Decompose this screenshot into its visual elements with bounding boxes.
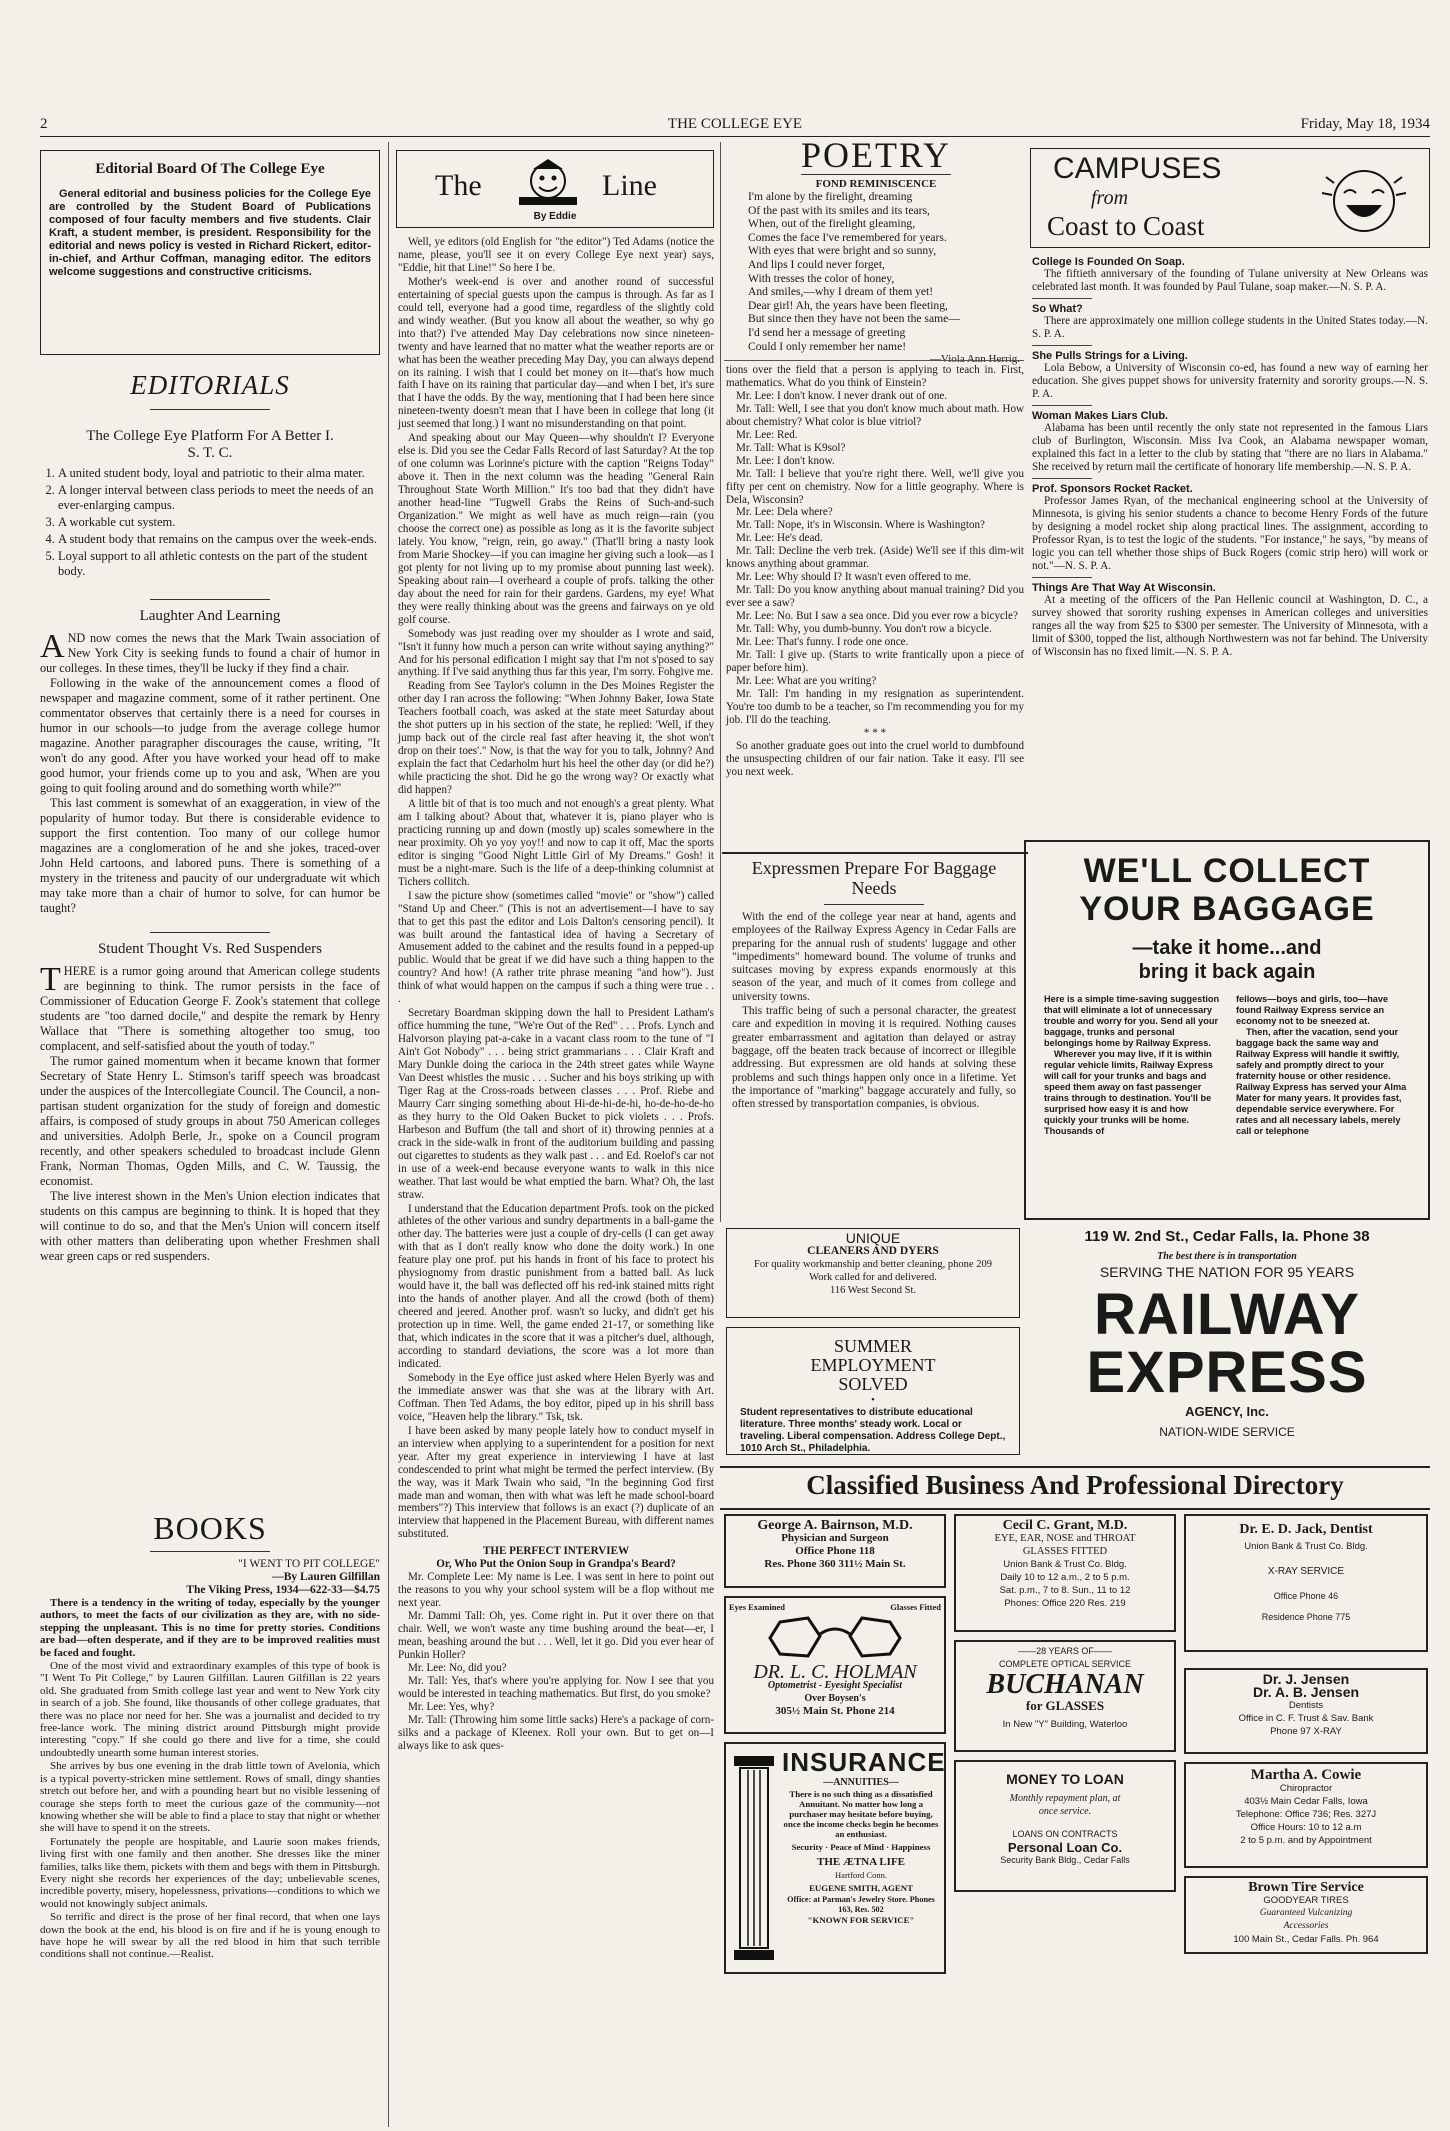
masthead [40,116,1430,137]
card-line: 403½ Main Cedar Falls, Iowa [1244,1796,1368,1807]
card-line: Office Phone 46 [1273,1591,1339,1601]
laughing-face-icon [1316,157,1412,241]
jack-card [1184,1514,1428,1652]
card-line: Over Boysen's [804,1693,866,1704]
dropcap: T [40,961,61,998]
dialogue-line: Mr. Lee: Yes, why? [408,1700,495,1713]
campus-item-text: Professor James Ryan, of the mechanical engineering school at the University of Minnesota, is giving his senior students a chance to become Henry Fords of the future by designing a model rocket ship along practical lines. The assignment, according to Professor Ryan, is to test the logic of the students. "For instance," he says, "by means of logic you can tell whether those ships of Buck Rogers (comic strip hero) will work or not."—N. S. P. A. [1032,495,1428,572]
editorial-board-title: Editorial Board Of The College Eye [95,161,325,177]
interview-subheading: Or, Who Put the Onion Soup in Grandpa's Beard? [436,1558,676,1571]
card-line: Chiropractor [1279,1783,1333,1794]
editorial-board-box [40,150,380,355]
railway-express-ad [1024,840,1430,1220]
poem-line: When, out of the firelight gleaming, [748,217,916,231]
paragraph: Fortunately the people are hospitable, and Laurie soon makes friends, living first with one family and then another. She dresses like the miner families, talks like them, pickets with them and begs with them in Pittsburgh. Every night she records her experiences of the day; unbelievable scenes, incredible poverty, misery, hopelessness, privations—conditions to which we would not knowingly subject animals. [40,1835,380,1910]
ad-text: Student representatives to distribute educational literature. Three months' steady work. Local or traveling. Liberal compensation. Address College Dept., 1010 Arch St., Philadelphia. [740,1407,1006,1454]
platform-list [40,466,380,579]
card-line: Office Hours: 10 to 12 a.m [1250,1822,1362,1833]
ad-title: EMPLOYMENT [810,1355,936,1375]
poem-line: And smiles,—why I dream of them yet! [748,285,934,299]
dialogue-line: Mr. Tall: I believe that you're right there. Well, we'll give you fifty per cent on chemistry. Now for a little geography. Where is Dela, Wisconsin? [726,467,1024,506]
card-line: Accessories [1283,1921,1329,1931]
dialogue-line: Mr. Complete Lee: My name is Lee. I was sent in here to point out the reasons to you why your school system will be a flop without me next year. [398,1571,714,1610]
platform-item: 5. Loyal support to all athletic contests on the part of the student body. [58,549,380,579]
card-line: EUGENE SMITH, AGENT [809,1883,913,1893]
campuses-items [1032,252,1428,659]
editorials-heading: EDITORIALS [130,370,290,400]
paragraph: Following in the wake of the announcement comes a flood of newspaper and magazine comment, some of it rather pertinent. One commentator observes that certainly there is a need for courses in humor in our schools—to judge from the average college humor magazine. Another paragrapher discourages the cause, writing, "It won't do any good. After you have worked your head off to make good humor, your friends come up to you and ask, 'When are you going to quit fooling around and do something worth while?'" [40,676,380,795]
card-line: once service. [1038,1806,1092,1817]
books-section [40,1510,380,1962]
card-name: INSURANCE [782,1747,946,1777]
poem-line: With eyes that were bright and so sunny, [748,244,937,258]
ad-tagline: —take it home...and [1132,937,1322,959]
dialogue-line: Mr. Lee: That's funny. I rode one once. [736,636,909,649]
campus-item [1032,350,1428,406]
column-pillar-icon [732,1754,776,1964]
card-line: COMPLETE OPTICAL SERVICE [998,1659,1132,1669]
laughter-article [40,628,380,916]
paragraph: Reading from See Taylor's column in the Des Moines Register the other day I ran across the following: "When Johnny Baker, Iowa State Teachers football coach, was asked at the state meet Saturday about the shot putters up in his section of the state, he replied: 'Well, if they jump back out of the circle real fast after heaving it, the shot won't drop on their toes'." Now, is that the way for you to talk, Johnny? And explain the fact that Cedarholm hurt his heel the other day (or did he?) while practicing the shot. Did he go the wrong way? Or exactly what did happen? [398,680,714,797]
ad-address: 119 W. 2nd St., Cedar Falls, Ia. Phone 38 [1084,1228,1370,1245]
campus-item-head: Prof. Sponsors Rocket Racket. [1032,483,1193,495]
dialogue-line: Mr. Lee: Why should I? It wasn't even offered to me. [736,571,972,584]
card-line: Office Phone 118 [795,1545,875,1557]
poem-line: Could I only remember her name! [748,339,907,353]
dialogue-line: Mr. Lee: What are you writing? [736,674,877,687]
card-line: Glasses Fitted [890,1602,941,1612]
dialogue-line: Mr. Lee: No, did you? [408,1661,507,1674]
paragraph: Mother's week-end is over and another round of successful entertaining of special guests upon the campus is through. As far as I could tell, everyone had a good time, regardless of the slightly cold and windy weather. (But you know all about the weather, so why go into that?) I've attended May Day celebrations now since nineteen-twenty and have learned that no matter what the weather reports are or what has been the weather preceding May Day, you can always depend on its raining. I wish that I could bet money on it—that's how much faith I have on its raining that particular day—and when I bet, it's sure that I have the odds. By the way, mentioning that I had been here since nineteen-twenty doesn't mean that I have been in college that long (it just seemed that long.) I want no misunderstanding on that point. [398,275,714,431]
suspenders-article [40,961,380,1264]
column-rule [388,142,389,2127]
paragraph: I understand that the Education department Profs. took on the picked athletes of the other various and sundry departments in a ball-game the other day. The batteries were just a couple of dry-cells (I can get away with that as I don't really know who done the doity work.) In one feature play one prof. put his hands in front of his face to protect his physiognomy from drastic punishment from a batted ball. As luck would have it, the ball was deflected off his red-ink stained mitts right into the hands of another player. And all the crowd (both of them) cheered and jeered. Another prof. wasn't so lucky, and didn't get his protection up in time. Well, the game ended 21-17, or something like that, which indicates in the score that it was a pitcher's duel, although, according to standard deviations, the score was a lot more than indicated. [398,1202,714,1370]
card-line: Telephone: Office 736; Res. 327J [1235,1809,1377,1820]
campus-item [1032,582,1428,659]
card-line: Daily 10 to 12 a.m., 2 to 5 p.m. [1000,1572,1130,1583]
paragraph: HERE is a rumor going around that American college students are beginning to think. The rumor persists in the face of Commissioner of Education George F. Zook's statement that college students are "too darned docile," and despite the remark by Henry Wallace that "There is something altogether too smug, too complacent, and self-satisfied about the youth of today." [40,964,380,1053]
issue-date: Friday, May 18, 1934 [1300,116,1430,132]
card-name: Dr. E. D. Jack, Dentist [1239,1522,1373,1537]
column-rule [720,142,721,1222]
suspenders-title: Student Thought Vs. Red Suspenders [97,941,323,957]
dialogue-line: Mr. Tall: What is K9sol? [736,441,846,454]
unique-cleaners-ad [726,1228,1020,1318]
interview-heading: THE PERFECT INTERVIEW [482,1545,630,1558]
card-line: LOANS ON CONTRACTS [1012,1829,1118,1839]
card-name: Brown Tire Service [1248,1880,1364,1895]
dialogue-line: Mr. Lee: Dela where? [736,506,833,519]
paragraph: Well, ye editors (old English for "the editor") Ted Adams (notice the name, please, you'll see it on every College Eye next year) says, "Eddie, hit that Line!" So here I be. [398,236,714,274]
ad-name: UNIQUE [845,1230,901,1246]
platform-item: 3. A workable cut system. [58,515,380,530]
campus-item-head: Woman Makes Liars Club. [1032,410,1169,422]
paragraph: And speaking about our May Queen—why shouldn't I? Everyone else is. Did you see the Cedar Falls Record of last Saturday? At the top of one column was Lorinne's picture with the caption "Reigns Today" above it. Then in the next column was the heading "General Rain Throughout State Worth Million." It's too bad that they didn't have another head-line "Tugwell Grabs the Reins of Such-and-such Organization." We might as well have as much reign—rain (you choose the correct one) as possible as long as it is the favorite subject lately. You know, "reign, rein, go away." (That'll bring a nasty look from Marie Shockey—if you can imagine her giving such a look—as I got plenty for not living up to my promise about punning last week). Speaking about rain—I overheard a couple of profs. talking the other day about the need for rain for their gardens. Gardens, my eye! What they were really thinking about was the greens and fairways on ye old golf course. [398,432,714,626]
card-line: Office: at Parman's Jewelry Store. Phones 163, Res. 502 [787,1895,935,1914]
laughter-title: Laughter And Learning [139,608,281,624]
card-line: Dentists [1288,1700,1324,1711]
ad-headline: YOUR BAGGAGE [1079,890,1375,928]
campus-item [1032,303,1428,346]
poem-title: FOND REMINISCENCE [815,178,937,190]
paragraph: This traffic being of such a personal character, the greatest care and expedition in moving it is required. Nothing causes greater embarrassment and agitation than delayed or astray baggage, off the beaten track because of incorrect or illegible addressing. But expressmen are old hands at solving these problems and such things happen only once in a lifetime. Yet the importance of "marking" baggage accurately and fully, so often stressed by transportation companies, is obvious. [732,1005,1016,1111]
dialogue-line: Mr. Lee: No. But I saw a sea once. Did you ever row a bicycle? [736,610,1018,623]
campus-item-head: She Pulls Strings for a Living. [1032,350,1188,362]
platform-item: 4. A student body that remains on the campus over the week-ends. [58,532,380,547]
paragraph: Somebody in the Eye office just asked where Helen Byerly was and the immediate answer was that she was at the library with Art. Coffman. Then Ted Adams, the boy editor, piped up in his shrill bass voice, "Heaven help the library." Tsk, tsk. [398,1371,714,1423]
card-line: ——28 YEARS OF—— [1018,1646,1112,1656]
ad-serving: SERVING THE NATION FOR 95 YEARS [1099,1264,1355,1280]
grant-card [954,1514,1176,1632]
platform-item: 2. A longer interval between class periods to meet the needs of an ever-enlarging campus. [58,483,380,513]
bairnson-card [724,1514,946,1588]
dialogue-line: Mr. Lee: I don't know. [736,454,835,467]
poem-line: I'd send her a message of greeting [748,325,906,339]
dialogue-line: Mr. Lee: I don't know. I never drank out of one. [736,389,948,402]
ad-line: For quality workmanship and better cleaning, phone 209 [754,1259,992,1270]
campus-item-text: The fiftieth anniversary of the founding of Tulane university at New Orleans was celebrated last month. It was founded by Paul Tulane, soap maker.—N. S. P. A. [1032,268,1428,293]
ad-text: Then, after the vacation, send your baggage back the same way and Railway Express will handle it swiftly, safely and promptly direct to your fraternity house or other residence. Railway Express has served your Alma Mater for many years. It provides fast, dependable service everywhere. For rates and all necessary labels, merely call or telephone [1236,1027,1407,1136]
dialogue-line: Mr. Dammi Tall: Oh, yes. Come right in. Put it over there on that chair. Well, we won't waste any time bushing around the beat—er, I mean, beashing around the but . . . Well, let it go. Did you ever hear of Punkin Holler? [398,1610,714,1661]
line-title-left: The [435,169,482,202]
card-line: 2 to 5 p.m. and by Appointment [1240,1835,1372,1846]
paragraph: One of the most vivid and extraordinary examples of this type of book is "I Went To Pit College," by Lauren Gilfillan. Lauren Gilfillan is 22 years old. She graduated from Smith college last year and went to New York city in search of a job. She found, like thousands of other college graduates, that there was no place nor need for her. She was a journalist and decided to try free-lance work. The mining district around Pittsburgh might provide interesting "copy." If she could go there and live for a time, she could undoubtedly unearth some human interest stories. [40,1660,380,1759]
editorials-section [40,370,380,1264]
card-line: Sat. p.m., 7 to 8. Sun., 11 to 12 [999,1585,1131,1596]
campus-item-text: There are approximately one million college students in the United States today.—N. S. P. A. [1032,315,1428,340]
brown-tire-card [1184,1876,1428,1954]
card-name: George A. Bairnson, M.D. [757,1518,913,1533]
cartoon-mascot-icon [515,157,581,213]
ad-title: SUMMER [833,1336,913,1356]
editorial-board-text: General editorial and business policies for the College Eye are controlled by the Student Board of Publications composed of four faculty members and five students. Clair Kraft, a student member, is president. Responsibility for the editorial and news policy is vested in Richard Rickert, editor-in-chief, and Arthur Coffman, managing editor. The editors welcome suggestions and constructive criticisms. [49,188,371,278]
poetry-heading: POETRY [800,135,952,175]
ad-headline: WE'LL COLLECT [1083,852,1371,890]
campuses-header [1030,148,1430,248]
campuses-title: Coast to Coast [1047,211,1205,241]
campus-item-head: Things Are That Way At Wisconsin. [1032,582,1216,594]
cowie-card [1184,1762,1428,1868]
campus-item-text: Lola Bebow, a University of Wisconsin co-ed, has found a new way of earning her education. She gives puppet shows for university fraternity and sorority groups.—N. S. P. A. [1032,362,1428,400]
dialogue-line: Mr. Tall: I'm handing in my resignation as superintendent. You're too dumb to be a teacher, so I'm recommending you for my job. I'll do the teaching. [726,687,1024,726]
dialogue-line: Mr. Tall: I give up. (Starts to write frantically upon a piece of paper before him). [726,648,1024,674]
dialogue-line: Mr. Tall: Yes, that's where you're applying for. Now I see that you would be interested in teaching mathematics. But first, do you smoke? [398,1674,714,1700]
card-line: Phone 97 X-RAY [1270,1726,1342,1737]
line-column [398,236,714,1753]
card-line: 100 Main St., Cedar Falls. Ph. 964 [1233,1934,1379,1945]
dialogue-line: Mr. Tall: Decline the verb trek. (Aside) We'll see if this dim-wit knows anything about grammar. [726,545,1024,571]
poetry-section [726,136,1026,365]
card-name: Personal Loan Co. [1007,1840,1123,1855]
paragraph: With the end of the college year near at hand, agents and employees of the Railway Express Agency in Cedar Falls are preparing for the annual rush of students' luggage and other "impediments" homeward bound. The volume of trunks and suitcases moving by express expands enormously at this season of the year, and much of it comes from college and university towns. [732,911,1016,1003]
campus-item-head: So What? [1032,303,1083,315]
dropcap: A [40,628,65,665]
ad-line: Work called for and delivered. [809,1272,937,1283]
ad-bullet: • [871,1395,875,1406]
ad-text: Wherever you may live, if it is within regular vehicle limits, Railway Express will call for your trunks and bags and speed them away on fast passenger trains through to destination. You'll be surprised how easy it is and how quickly your trunks will be home. Thousands of [1044,1049,1214,1136]
holman-card [724,1596,946,1734]
ad-slogan: The best there is in transportation [1157,1251,1297,1262]
dialogue-line: Mr. Tall: Why, you dumb-bunny. You don't row a bicycle. [736,623,992,636]
interview-continued [726,364,1024,779]
ad-text: fellows—boys and girls, too—have found Railway Express service an economy not to be sneezed at. [1236,994,1389,1026]
card-name: Dr. A. B. Jensen [1252,1684,1360,1700]
ad-subtitle: CLEANERS AND DYERS [807,1245,939,1257]
loan-card [954,1760,1176,1892]
card-line: Res. Phone 360 311½ Main St. [764,1558,906,1570]
ad-address: 116 West Second St. [829,1285,917,1296]
card-line: Eyes Examined [729,1602,785,1612]
dialogue-line: Mr. Tall: Well, I see that you don't know much about math. How about chemistry? What color is blue vitriol? [726,402,1024,428]
campuses-title: from [1091,187,1129,209]
jensen-card [1184,1668,1428,1754]
card-line: Security · Peace of Mind · Happiness [791,1842,931,1852]
ad-column [1044,994,1222,1137]
card-line: "KNOWN FOR SERVICE" [807,1915,915,1925]
card-line: X-RAY SERVICE [1267,1566,1345,1577]
campus-item-text: At a meeting of the officers of the Pan Hellenic council at Washington, D. C., a survey showed that sorority rushing expenses in American colleges and universities ranges all the way from $25 to $300 per semester. The University of Minnesota, with a limit of $300, topped the list, although Northwestern was not far behind. The University of Wisconsin has no fixed limit.—N. S. P. A. [1032,594,1428,658]
line-byline: By Eddie [533,211,577,222]
poem-line: I'm alone by the firelight, dreaming [748,190,913,203]
card-line: Office in C. F. Trust & Sav. Bank [1238,1713,1374,1724]
dialogue-line: Mr. Lee: Red. [736,428,798,441]
poem-line: And lips I could never forget, [748,257,885,271]
insurance-card [724,1742,946,1974]
card-line: In New "Y" Building, Waterloo [1002,1719,1128,1730]
paragraph: The rumor gained momentum when it became known that former Secretary of State Henry L. Stimson's tariff speech was broadcast under the auspices of the Intercollegiate Council. The Council, a non-partisan student organization for the study of foreign and domestic affairs, is composed of study groups in about 750 American colleges and universities. Adolph Berle, Jr., spoke on a Council program recently, and other speakers scheduled to broadcast include Glenn Frank, Norman Thomas, Ogden Mills, and C. W. Taussig, the economist. [40,1054,380,1188]
paper-name: THE COLLEGE EYE [667,116,803,132]
ad-text: Here is a simple time-saving suggestion that will eliminate a lot of unnecessary trouble and worry for you. Send all your baggage, trunks and personal belongings home by Railway Express. [1044,994,1220,1048]
card-line: 305½ Main St. Phone 214 [775,1705,895,1717]
railway-express-footer [1024,1228,1430,1439]
book-publisher: The Viking Press, 1934—622-33—$4.75 [186,1584,380,1596]
card-line: —ANNUITIES— [823,1777,899,1788]
ad-title: SOLVED [838,1374,908,1394]
card-line: Monthly repayment plan, at [1009,1793,1121,1804]
summer-employment-ad [726,1327,1020,1455]
campus-item [1032,483,1428,578]
poem-line: But since then they have not been the same— [748,312,960,326]
card-name: DR. L. C. HOLMAN [753,1661,917,1683]
card-name: Dr. J. Jensen [1262,1671,1350,1687]
expressmen-article [724,858,1024,1112]
card-line: Physician and Surgeon [781,1532,889,1544]
campus-item-head: College Is Founded On Soap. [1032,256,1185,268]
paragraph: Somebody was just reading over my shoulder as I wrote and said, "Isn't it funny how much a person can write without saying anything?" And for his personal edification I might say that I'm not s'posed to say anything. If I've said anything thus far this year, I'm sorry. Fohgive me. [398,627,714,679]
card-line: Union Bank & Trust Co. Bldg. [1003,1559,1127,1570]
paragraph: So another graduate goes out into the cruel world to dumbfound the unsuspecting children of our fair nation. Take it easy. I'll see you next week. [726,739,1024,778]
books-heading: BOOKS [153,1510,267,1546]
campus-item [1032,410,1428,479]
line-title-right: Line [602,169,657,202]
nationwide-label: NATION-WIDE SERVICE [1159,1425,1295,1439]
directory-heading: Classified Business And Professional Directory [806,1470,1344,1500]
poem-line: Dear girl! Ah, the years have been fleeting, [748,298,948,312]
eyeglasses-icon [760,1614,910,1662]
paragraph: I saw the picture show (sometimes called "movie" or "show") called "Stand Up and Cheer." (This is not an advertisement—I have to say that to get this past the editor and Lois Dalton's censoring pencil). It was built around the fantastical idea of having a Secretary of Amusement added to the cabinet and the results found in a pepped-up public. Would that be great if we did have such a thing happen to the country? And how! (A rather trite phrase meaning "and how"). Just think of what would happen on the campus if such a thing were true . . . [398,889,714,1006]
card-line: EYE, EAR, NOSE and THROAT [994,1533,1136,1544]
paragraph: ND now comes the news that the Mark Twain association of New York City is seeking funds to found a chair of humor in our colleges. In these times, they'll be lucky if they find a chair. [40,631,380,675]
book-review [40,1597,380,1961]
card-line: Guaranteed Vulcanizing [1259,1908,1353,1918]
paragraph: She arrives by bus one evening in the drab little town of Avelonia, which is a typical poverty-stricken mine settlement. Rows of small, dingy shanties stretch out before her, and with a pounding heart but no visible lessening of courage she steps forth to meet the curious gaze of the community—not knowing whether she will be able to find a place to stay that night or whether she will have to spend it on the streets. [40,1760,380,1835]
platform-item: 1. A united student body, loyal and patriotic to their alma mater. [58,466,380,481]
paragraph: I have been asked by many people lately how to conduct myself in an interview when applying to a superintendent for a position for next year. After my great experience in interviewing I have at last condescended to print what might be termed the perfect interview. (By the way, was it Mark Twain who said, "In the beginning God first made man and woman, then with what was left he made school-board members"?) This interview that follows is an exact (?) duplicate of an interview that happened in the Placement Bureau, with different names substituted. [398,1424,714,1541]
paragraph: So terrific and direct is the prose of her final record, that when one lays down the book at the end, his blood is on fire and if he is young enough to have hope he will swear by all the red blood in him that such terrible conditions shall not continue.—Realist. [40,1911,380,1961]
card-line: Phones: Office 220 Res. 219 [1004,1598,1126,1609]
dialogue-line: Mr. Lee: He's dead. [736,532,823,545]
card-line: GOODYEAR TIRES [1263,1895,1349,1906]
buchanan-logo: BUCHANAN [986,1669,1144,1700]
card-line: Optometrist - Eyesight Specialist [767,1680,903,1691]
card-name: MONEY TO LOAN [1006,1771,1124,1787]
paragraph: A little bit of that is too much and not enough's a great plenty. What am I talking about? About that, whatever it is, piano player who is practicing running up and down (mostly up) scales somewhere in the near proximity. Oh yo yoy yoy!! and now to cap it off, Mac the sports editor is singing "Good Night Little Girl of My Dreams." Gosh! it must be a night-mare. Such is the life of a deep-thinking columnist at Tichers collitch. [398,797,714,888]
paragraph: This last comment is somewhat of an exaggeration, in view of the popularity of humor today. But there is considerable evidence to support the first contention. Too many of our college humor magazines are a conglomeration of he and she jokes, traced-over John Held cartoons, and labored puns. There is something of a mystery in the triteness and paucity of our undergraduate wit which may take more than a chair of humor to solve, for can humor be taught? [40,796,380,915]
platform-title: The College Eye Platform For A Better I. S. T. C. [86,428,334,461]
paragraph: The live interest shown in the Men's Union election indicates that students on this campus are beginning to think. It is hoped that they will continue to do so, and that the Men's Union will concern itself with other matters than deliberating upon whether Freshmen shall wear green caps or red suspenders. [40,1189,380,1263]
page-number: 2 [40,116,48,132]
card-line: Residence Phone 775 [1261,1612,1351,1622]
ad-tagline: bring it back again [1138,961,1316,983]
poem-line: With tresses the color of honey, [748,271,895,285]
dialogue-line: Mr. Tall: Nope, it's in Wisconsin. Where is Washington? [736,519,985,532]
card-line: Union Bank & Trust Co. Bldg. [1244,1541,1368,1552]
poem-lines [726,190,1026,353]
agency-label: AGENCY, Inc. [1185,1404,1269,1419]
paragraph: There is a tendency in the writing of today, especially by the younger authors, to meet the facts of our civilization as they are, with no side-stepping the unpleasant. This is no time for pretty stories. Conditions are bad—often desperate, and if they are to be improved realities must be faced and fought. [40,1597,380,1659]
railway-logo: EXPRESS [1086,1340,1368,1405]
dialogue-line: Mr. Tall: Do you know anything about manual training? Did you ever see a saw? [726,584,1024,610]
card-line: Hartford Conn. [835,1870,887,1880]
campus-item-text: Alabama has been until recently the only state not represented in the famous Liars club of Burlington, Wisconsin. Miss Iva Cook, an Alabama newspaper woman, explained this fact in a letter to the club by stating that "there are no liars in Alabama." She received by return mail the certificate of honorary life membership.—N. S. P. A. [1032,422,1428,473]
section-stars: * * * [863,726,887,739]
campuses-title: CAMPUSES [1053,152,1222,185]
paragraph: Secretary Boardman skipping down the hall to President Latham's office humming the tune, "We're Out of the Red" . . . Profs. Lynch and Halvorson playing pat-a-cake in a vacant class room to the tune of "I Ain't Got Nobody" . . . being strict grammarians . . . Clair Kraft and Mary Dunkle doing the carioca in the 24th street gates while Wayne Van Deest whistles the music . . . Sucher and his boys striking up with Tiger Rag at the Cross-roads between classes . . . Prof. Riebe and Maurry Carr singing something about Hi-de-hi-de-hi, ho-de-ho-de-ho as they hurry to the Old Oaken Bucket to pick violets . . . Profs. Harbeson and Buffum (the tall and short of it) throwing pennies at a crack in the side-walk in front of the auditorium building and passing out cigarettes to students as they walk past . . . and Ed. Roelof's car not in use of a week-end because everyone wants to walk in this nice weather. That last would be what emptied the barn. What? Oh, the last straw. [398,1007,714,1201]
card-line: GLASSES FITTED [1022,1546,1108,1557]
card-line: Security Bank Bldg., Cedar Falls [1000,1855,1130,1865]
card-line: There is no such thing as a dissatisfied Annuitant. No matter how long a purchaser may hesitate before buying, once the income checks begin he becomes an enthusiast. [783,1789,939,1839]
book-author: —By Lauren Gilfillan [272,1571,380,1583]
dialogue-line: Mr. Tall: (Throwing him some little sacks) Here's a package of corn-silks and a package of Kleenex. Roll your own. But to get on—I always like to ask ques- [398,1713,714,1752]
buchanan-card [954,1640,1176,1752]
book-title: "I WENT TO PIT COLLEGE" [238,1558,380,1570]
poem-line: Comes the face I've remembered for years. [748,230,947,244]
poem-line: Of the past with its smiles and its tears, [748,203,930,217]
card-name: Cecil C. Grant, M.D. [1002,1518,1128,1533]
card-line: THE ÆTNA LIFE [816,1856,906,1868]
dialogue-line: tions over the field that a person is applying to teach in. First, mathematics. What do you think of Einstein? [726,364,1024,389]
campus-item [1032,256,1428,299]
buchanan-logo: for GLASSES [1025,1698,1105,1713]
railway-logo: RAILWAY [1094,1282,1360,1347]
expressmen-title: Expressmen Prepare For Baggage Needs [751,858,997,898]
line-header [396,150,714,228]
card-name: Martha A. Cowie [1250,1767,1362,1783]
ad-column [1236,994,1414,1137]
